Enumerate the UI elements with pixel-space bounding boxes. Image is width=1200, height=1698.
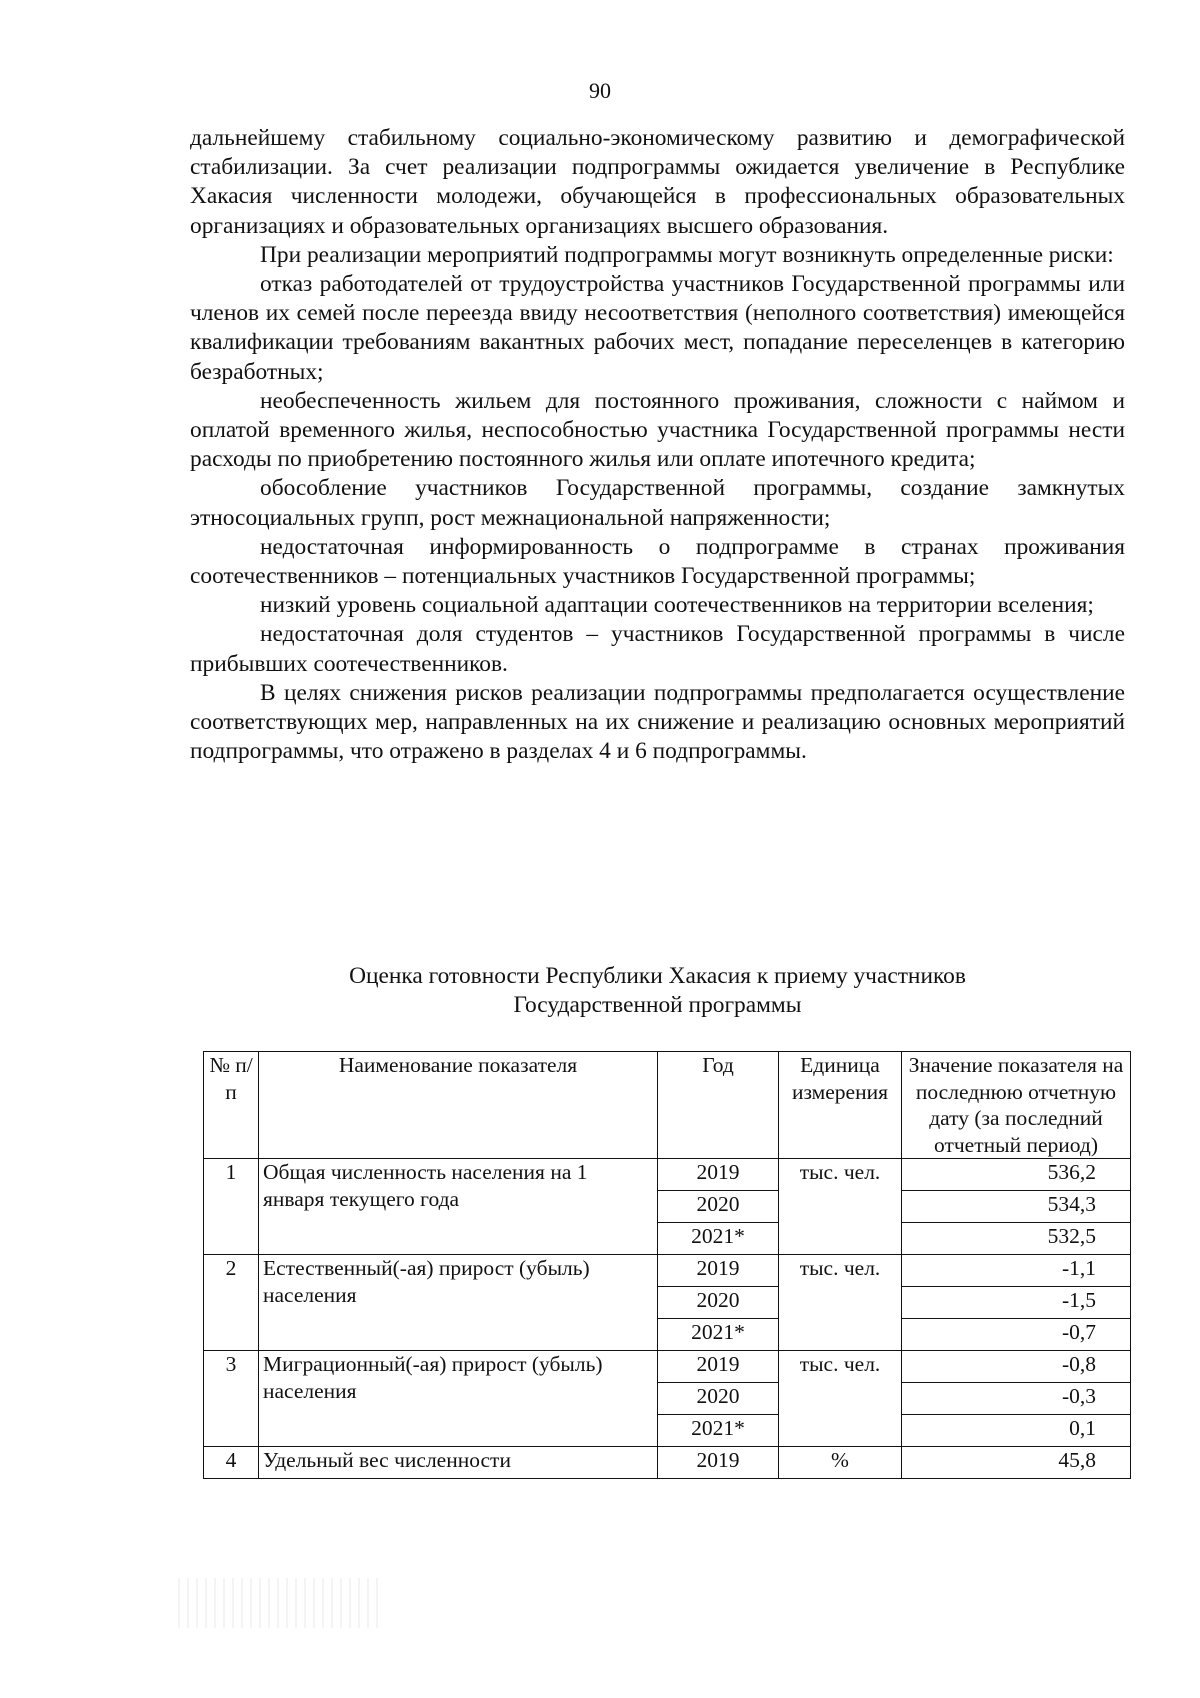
cell-value: 532,5 [902,1223,1131,1255]
paragraph: недостаточная информированность о подпрограмме в странах проживания соотечественников – потенциальных участников Государственной программы; [190,533,1125,590]
cell-value: 534,3 [902,1191,1131,1223]
table-title [190,962,1125,1020]
table-row [204,1447,1131,1479]
cell-value: -0,8 [902,1351,1131,1383]
cell-no: 4 [204,1447,259,1479]
paragraph: низкий уровень социальной адаптации соотечественников на территории вселения; [260,592,1094,619]
table-row [204,1255,1131,1287]
cell-value: -1,5 [902,1287,1131,1319]
header-name: Наименование показателя [259,1052,658,1159]
cell-name: Естественный(-ая) прирост (убыль) населения [259,1255,658,1351]
cell-unit: % [779,1447,902,1479]
table-title-line1: Оценка готовности Республики Хакасия к приему участников [349,963,966,989]
paragraph: В целях снижения рисков реализации подпрограммы предполагается осуществление соответствующих мер, направленных на их снижение и реализацию основных мероприятий подпрограммы, что отражено в разделах 4 и 6 подпрограммы. [190,679,1125,765]
cell-unit: тыс. чел. [779,1255,902,1351]
header-no: № п/п [204,1052,259,1159]
cell-year: 2020 [658,1191,779,1223]
cell-value: -0,3 [902,1383,1131,1415]
paragraph: необеспеченность жильем для постоянного проживания, сложности с наймом и оплатой временного жилья, неспособностью участника Государственной программы нести расходы по приобретению постоянного жилья или оплате ипотечного кредита; [190,387,1125,473]
cell-value: -0,7 [902,1319,1131,1351]
cell-name: Общая численность населения на 1 января текущего года [259,1159,658,1255]
body-text [190,124,1125,766]
cell-year: 2021* [658,1319,779,1351]
cell-year: 2019 [658,1159,779,1191]
paragraph: дальнейшему стабильному социально-экономическому развитию и демографической стабилизации. За счет реализации подпрограммы ожидается увеличение в Республике Хакасия численности молодежи, обучающейся в профессиональных образовательных организациях и образовательных организациях высшего образования. [190,125,1125,239]
header-unit: Единица измерения [779,1052,902,1159]
cell-value: -1,1 [902,1255,1131,1287]
cell-year: 2020 [658,1287,779,1319]
cell-unit: тыс. чел. [779,1159,902,1255]
header-year: Год [658,1052,779,1159]
cell-year: 2020 [658,1383,779,1415]
indicator-table [203,1051,1131,1479]
paragraph: отказ работодателей от трудоустройства участников Государственной программы или членов их семей после переезда ввиду несоответствия (неполного соответствия) имеющейся квалификации требованиям вакантных рабочих мест, попадание переселенцев в категорию безработных; [190,271,1125,385]
cell-name: Миграционный(-ая) прирост (убыль) населения [259,1351,658,1447]
cell-value: 0,1 [902,1415,1131,1447]
cell-year: 2019 [658,1447,779,1479]
scan-noise [178,1578,378,1628]
cell-name: Удельный вес численности [259,1447,658,1479]
cell-year: 2021* [658,1415,779,1447]
table-title-line2: Государственной программы [513,992,802,1018]
page-number: 90 [589,78,611,103]
cell-year: 2021* [658,1223,779,1255]
table-header-row [204,1052,1131,1159]
table-row [204,1159,1131,1191]
cell-unit: тыс. чел. [779,1351,902,1447]
paragraph: обособление участников Государственной программы, создание замкнутых этносоциальных групп, рост межнациональной напряженности; [190,475,1125,531]
cell-year: 2019 [658,1255,779,1287]
cell-no: 2 [204,1255,259,1351]
cell-value: 536,2 [902,1159,1131,1191]
table-row [204,1351,1131,1383]
cell-year: 2019 [658,1351,779,1383]
header-value: Значение показателя на последнюю отчетную дату (за последний отчетный период) [902,1052,1131,1159]
cell-no: 3 [204,1351,259,1447]
paragraph: При реализации мероприятий подпрограммы могут возникнуть определенные риски: [260,241,1114,268]
cell-no: 1 [204,1159,259,1255]
cell-value: 45,8 [902,1447,1131,1479]
paragraph: недостаточная доля студентов – участников Государственной программы в числе прибывших соотечественников. [190,621,1125,677]
